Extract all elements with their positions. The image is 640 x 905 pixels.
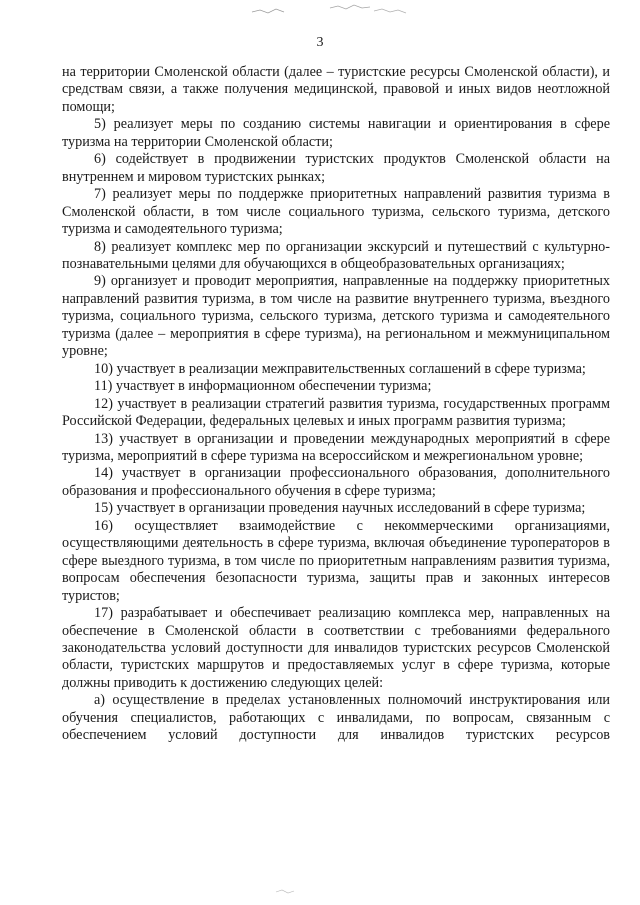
- page-number: 3: [316, 35, 324, 50]
- scan-artifact: [250, 2, 410, 18]
- document-body: [62, 64, 610, 745]
- paragraph-item-15: 15) участвует в организации проведения научных исследований в сфере туризма;: [94, 500, 586, 517]
- paragraph-item-8: 8) реализует комплекс мер по организации экскурсий и путешествий с культурно-познавательными целями для обучающихся в общеобразовательных организациях;: [62, 238, 610, 272]
- paragraph-item-5: 5) реализует меры по созданию системы навигации и ориентирования в сфере туризма на территории Смоленской области;: [62, 116, 610, 150]
- scan-artifact-bottom: [272, 886, 312, 896]
- paragraph-item-17: 17) разрабатывает и обеспечивает реализацию комплекса мер, направленных на обеспечение в Смоленской области в соответствии с требованиями федерального законодательства условий доступности для инвалидов туристских ресурсов Смоленской области, туристских маршрутов и предоставляемых услуг в сфере туризма, которые должны приводить к достижению следующих целей:: [62, 605, 610, 691]
- paragraph-item-7: 7) реализует меры по поддержке приоритетных направлений развития туризма в Смоленской области, в том числе социального туризма, сельского туризма, детского туризма и самодеятельного туризма;: [62, 186, 610, 238]
- paragraph-item-13: 13) участвует в организации и проведении международных мероприятий в сфере туризма, мероприятий в сфере туризма на всероссийском и межрегиональном уровне;: [62, 430, 610, 464]
- paragraph-continuation: на территории Смоленской области (далее – туристские ресурсы Смоленской области), и средствам связи, а также получения медицинской, правовой и иных видов неотложной помощи;: [62, 64, 610, 115]
- paragraph-subitem-a: а) осуществление в пределах установленных полномочий инструктирования или обучения специалистов, работающих с инвалидами, по вопросам, связанным с обеспечением условий доступности для инвалидов туристских ресурсов: [62, 692, 610, 744]
- paragraph-item-9: 9) организует и проводит мероприятия, направленные на поддержку приоритетных направлений развития туризма, в том числе на развитие внутреннего туризма, въездного туризма, социального туризма, сельского туризма, детского туризма и самодеятельного туризма (далее – мероприятия в сфере туризма), на региональном и межмуниципальном уровне;: [62, 273, 610, 360]
- paragraph-item-11: 11) участвует в информационном обеспечении туризма;: [94, 378, 432, 395]
- paragraph-item-16: 16) осуществляет взаимодействие с некоммерческими организациями, осуществляющими деятельность в сфере туризма, включая объединение туроператоров в сфере выездного туризма, в том числе по приоритетным направлениям развития туризма, вопросам обеспечения безопасности туризма, защиты прав и законных интересов туристов;: [62, 517, 610, 604]
- paragraph-item-10: 10) участвует в реализации межправительственных соглашений в сфере туризма;: [94, 360, 586, 377]
- paragraph-item-12: 12) участвует в реализации стратегий развития туризма, государственных программ Российской Федерации, федеральных целевых и иных программ развития туризма;: [62, 395, 610, 430]
- paragraph-item-6: 6) содействует в продвижении туристских продуктов Смоленской области на внутреннем и мировом туристских рынках;: [62, 151, 610, 185]
- paragraph-item-14: 14) участвует в организации профессионального образования, дополнительного образования и профессионального обучения в сфере туризма;: [62, 465, 610, 499]
